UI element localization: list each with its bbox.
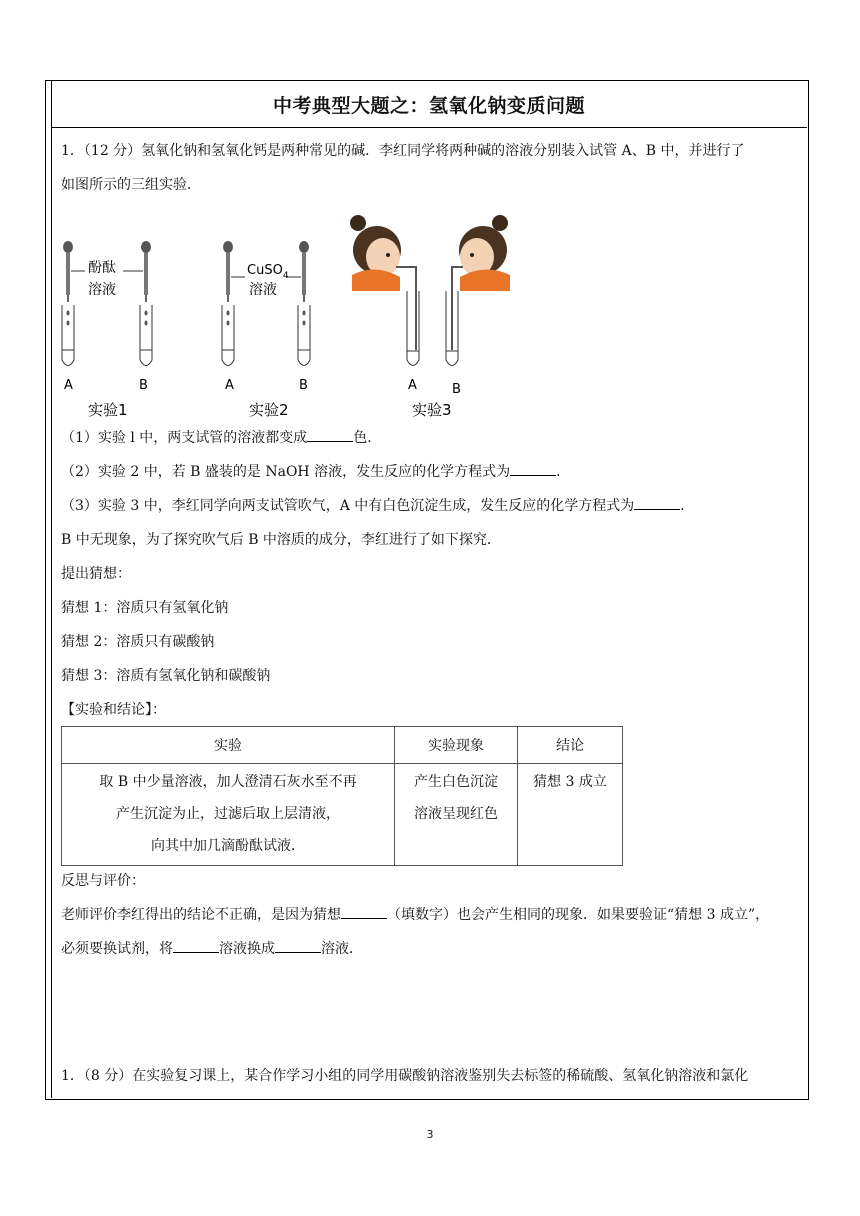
phenomenon-line: 产生白色沉淀 <box>414 774 498 790</box>
phenomenon-line: 溶液呈现红色 <box>414 806 498 822</box>
reflection-title: 反思与评价： <box>61 873 145 889</box>
exp2-caption: 实验2 <box>249 401 289 419</box>
sub-question-2: （2）实验 2 中，若 B 盛装的是 NaOH 溶液，发生反应的化学方程式为 ． <box>61 455 801 489</box>
exp2-reagent: CuSO$_4$ <box>247 263 289 281</box>
exp2-tube-b <box>298 305 310 366</box>
b-observation: B 中无现象，为了探究吹气后 B 中溶质的成分，李红进行了如下探究． <box>61 532 501 548</box>
experiment-title: 【实验和结论】： <box>61 702 166 718</box>
exp1-reagent-line2: 溶液 <box>88 282 116 298</box>
experiment-cell <box>62 764 395 866</box>
conclusion-cell <box>518 764 623 866</box>
sub-question-3: （3）实验 3 中，李红同学向两支试管吹气，A 中有白色沉淀生成，发生反应的化学方程式为 ． <box>61 489 801 523</box>
table-header-cell: 结论 <box>518 727 623 764</box>
hypothesis-3: 猜想 3：溶质有氢氧化钠和碳酸钠 <box>61 668 271 684</box>
exp3-label-b: B <box>452 382 461 397</box>
sub-question-1: （1）实验 l 中，两支试管的溶液都变成 色． <box>61 421 801 455</box>
q1-intro-line2: 如图所示的三组实验． <box>61 177 201 193</box>
exp3-caption: 实验3 <box>412 401 452 419</box>
exp1-caption: 实验1 <box>88 401 128 419</box>
reflection-section <box>61 864 769 966</box>
experiment-table <box>61 726 623 866</box>
answer-blank[interactable] <box>510 461 556 476</box>
exp2-right-dropper <box>299 241 309 302</box>
experiment-figure <box>55 205 515 425</box>
exp1-label-b: B <box>139 378 148 393</box>
hypothesis-title: 提出猜想： <box>61 566 131 582</box>
table-header-cell: 实验 <box>62 727 395 764</box>
exp2-label-b: B <box>299 378 308 393</box>
question-1-subquestions <box>61 421 801 727</box>
table-row <box>62 764 623 866</box>
phenomenon-cell <box>395 764 518 866</box>
reflection-line2: 必须要换试剂，将 溶液换成 溶液． <box>61 932 769 966</box>
q1-intro-line1: 1．（12 分）氢氧化钠和氢氧化钙是两种常见的碱．李红同学将两种碱的溶液分别装入试管 A、B 中，并进行了 <box>61 143 745 159</box>
title-row <box>51 81 807 128</box>
hypothesis-1: 猜想 1：溶质只有氢氧化钠 <box>61 600 229 616</box>
exp2-reagent-line2: 溶液 <box>249 282 277 298</box>
experiment-line: 产生沉淀为止，过滤后取上层清液， <box>116 806 340 822</box>
exp3-label-a: A <box>408 378 417 393</box>
page-number: 3 <box>426 1128 434 1141</box>
answer-blank[interactable] <box>307 427 353 442</box>
hypothesis-2: 猜想 2：溶质只有碳酸钠 <box>61 634 215 650</box>
answer-blank[interactable] <box>173 938 219 953</box>
exp2-tube-a <box>222 305 234 366</box>
question-2-intro: 1．（8 分）在实验复习课上，某合作学习小组的同学用碳酸钠溶液鉴别失去标签的稀硫酸、氢氧化钠溶液和氯化 <box>61 1068 749 1084</box>
exp2-label-a: A <box>225 378 234 393</box>
conclusion-text: 猜想 3 成立 <box>533 774 607 790</box>
reflection-line1: 老师评价李红得出的结论不正确，是因为猜想 （填数字）也会产生相同的现象．如果要验证“猜想 3 成立”， <box>61 898 769 932</box>
question-1-text <box>61 134 801 202</box>
answer-blank[interactable] <box>275 938 321 953</box>
answer-blank[interactable] <box>341 904 387 919</box>
table-header-cell: 实验现象 <box>395 727 518 764</box>
exp1-label-a: A <box>64 378 73 393</box>
girl-right-illustration <box>459 215 510 291</box>
experiment-line: 取 B 中少量溶液，加人澄清石灰水至不再 <box>99 774 357 790</box>
girl-left-illustration <box>350 215 401 291</box>
table-header-row <box>62 727 623 764</box>
exp1-tube-a <box>62 305 74 366</box>
exp1-tube-b <box>140 305 152 366</box>
exp1-reagent-line1: 酚酞 <box>88 260 116 276</box>
answer-blank[interactable] <box>634 495 680 510</box>
exp2-left-dropper <box>223 241 233 302</box>
experiment-line: 向其中加几滴酚酞试液． <box>151 838 305 854</box>
page-title: 中考典型大题之：氢氧化钠变质问题 <box>272 94 585 117</box>
